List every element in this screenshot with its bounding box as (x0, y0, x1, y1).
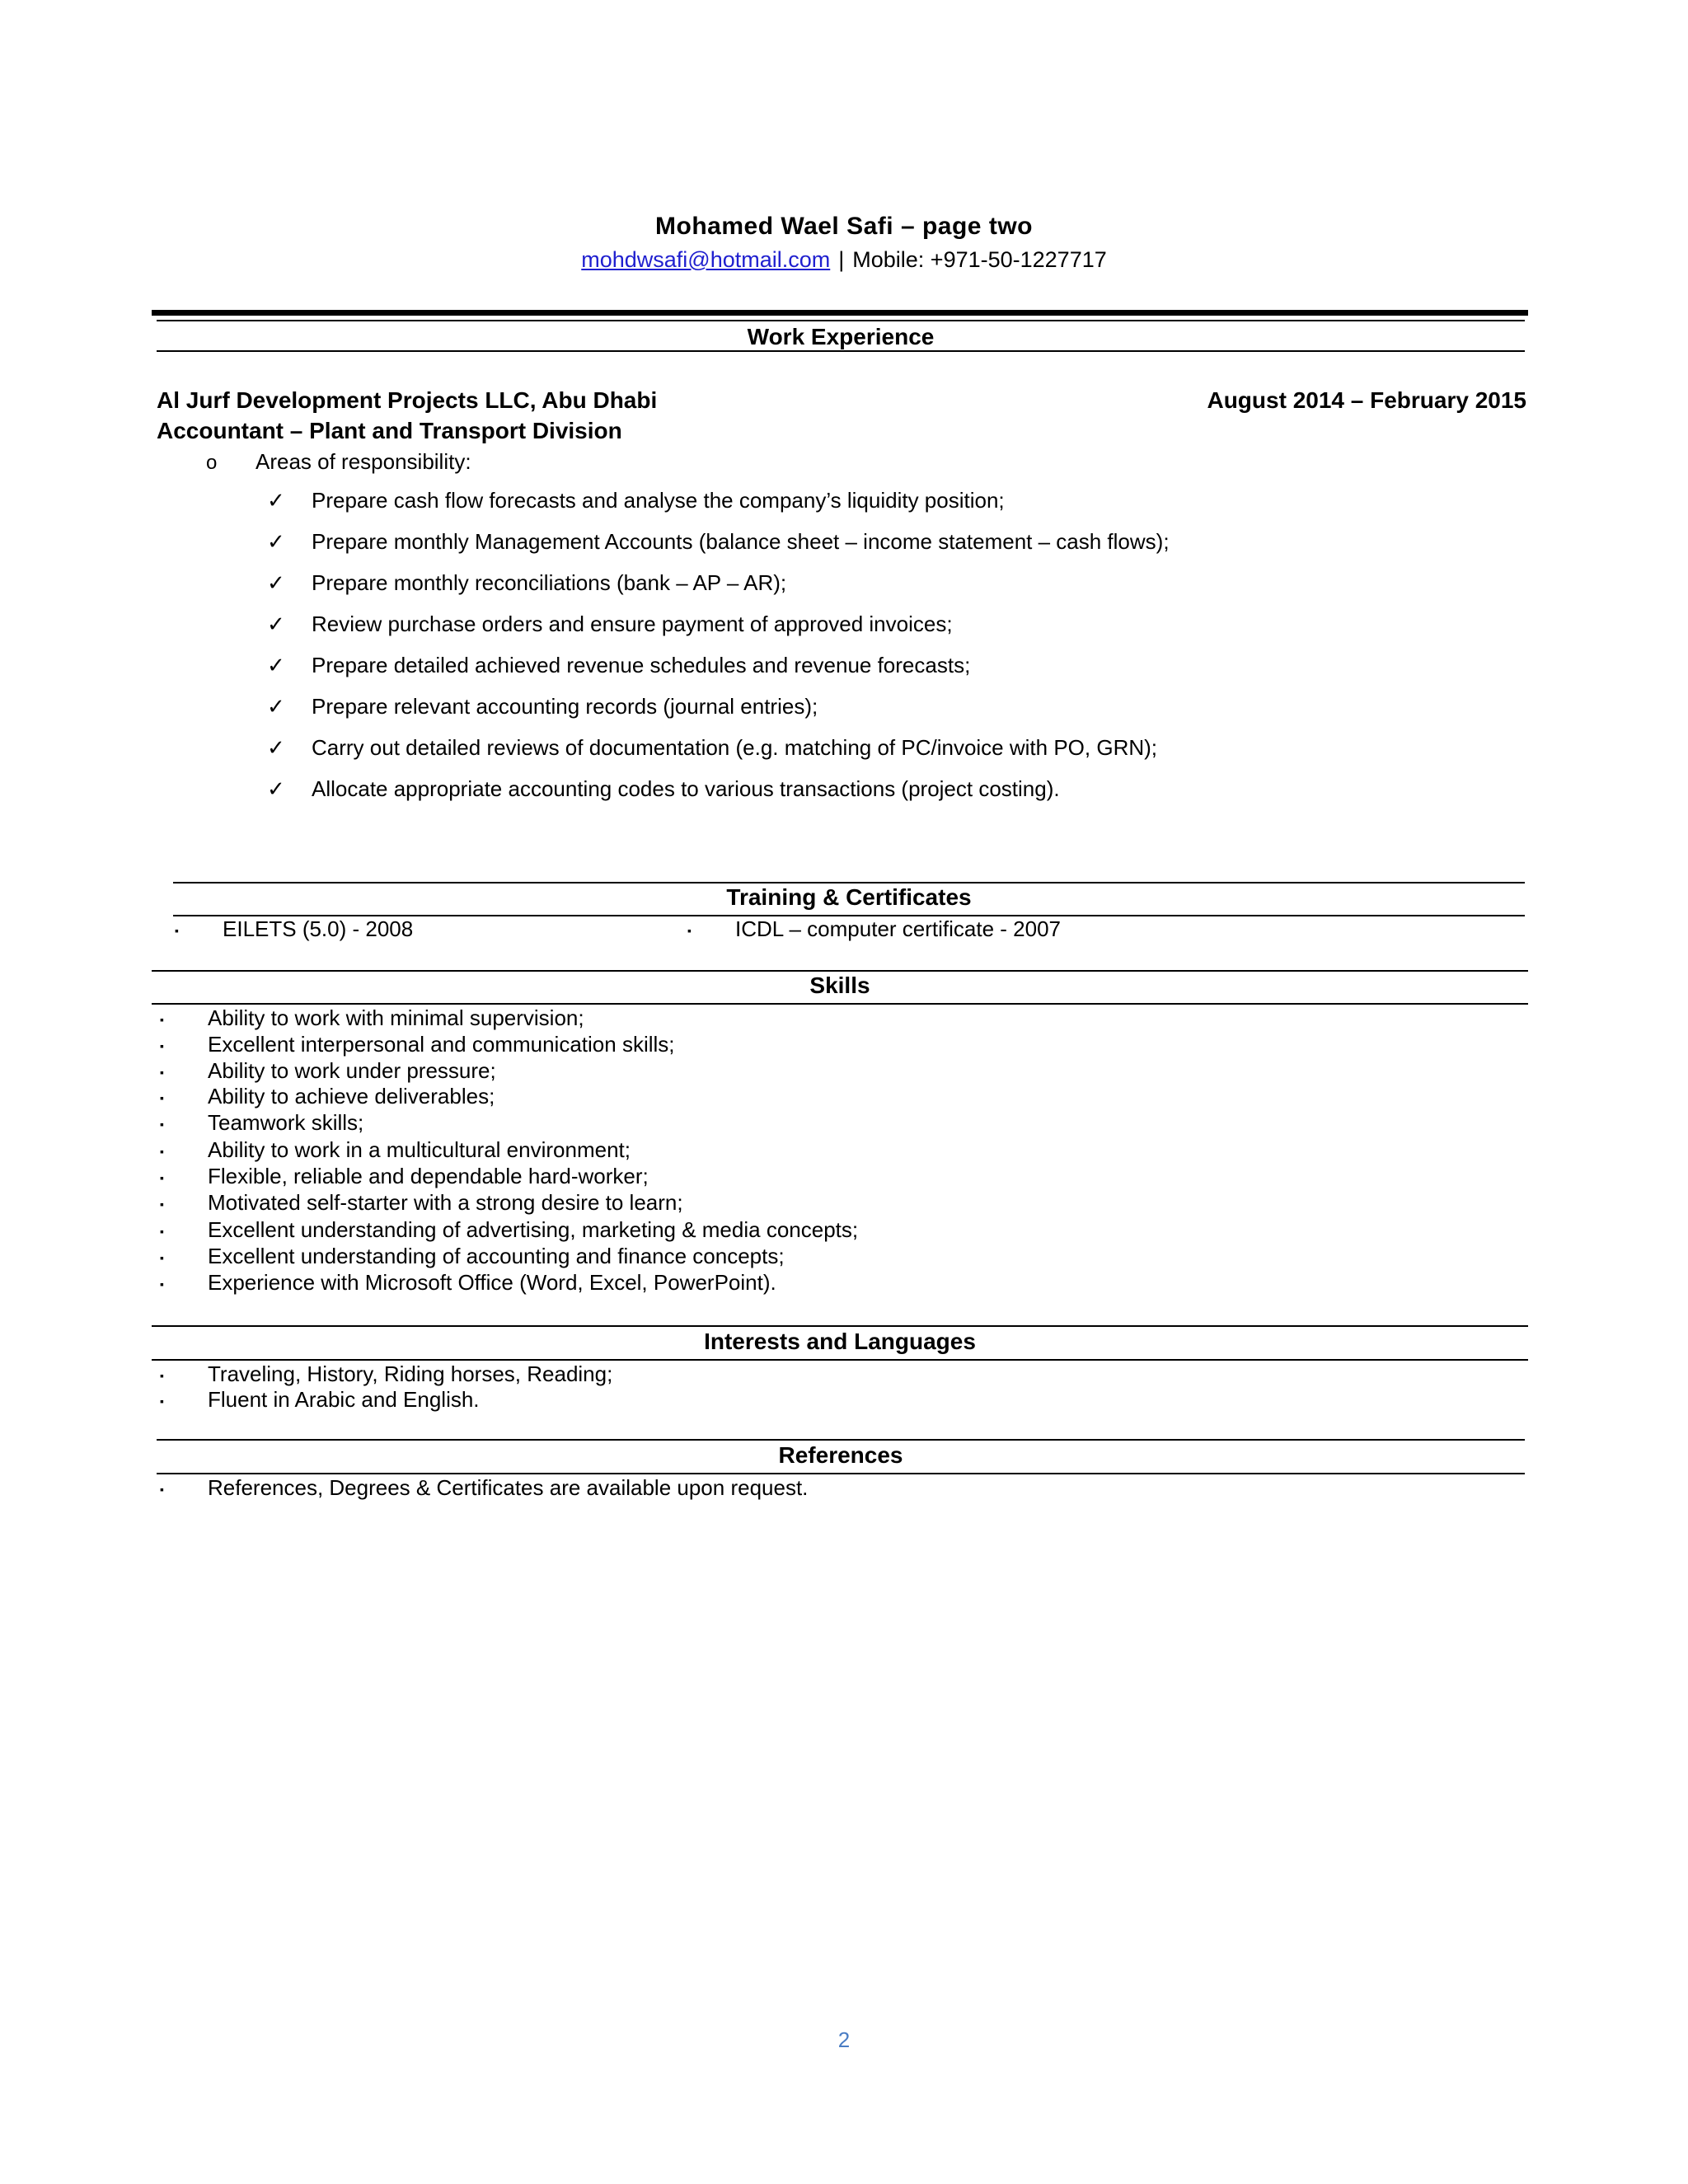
training-item: ▪ EILETS (5.0) - 2008 (175, 916, 414, 941)
bullet-icon: ▪ (160, 1251, 164, 1264)
bullet-icon: ▪ (160, 1483, 164, 1496)
check-icon: ✓ (267, 776, 285, 801)
list-item: ✓ Prepare relevant accounting records (journal entries); (267, 694, 818, 719)
areas-label: Areas of responsibility: (256, 449, 471, 474)
job-dates: August 2014 – February 2015 (1207, 387, 1526, 413)
check-icon: ✓ (267, 735, 285, 760)
contact-separator: | (838, 247, 845, 272)
list-item: ✓ Allocate appropriate accounting codes to various transactions (project costing). (267, 776, 1060, 801)
bullet-icon: ▪ (160, 1118, 164, 1131)
section-rule (157, 1439, 1525, 1441)
bullet-icon: ▪ (160, 1197, 164, 1211)
list-item: ▪ Excellent understanding of advertising, marketing & media concepts; (160, 1217, 859, 1242)
section-rule (152, 1325, 1528, 1327)
list-item: ▪ Ability to work under pressure; (160, 1058, 496, 1083)
section-rule (157, 350, 1525, 352)
check-icon: ✓ (267, 488, 285, 513)
bullet-icon: ▪ (175, 924, 179, 937)
list-item: ▪ Excellent understanding of accounting and finance concepts; (160, 1244, 785, 1268)
list-item: ✓ Prepare detailed achieved revenue schedules and revenue forecasts; (267, 653, 971, 677)
check-icon: ✓ (267, 694, 285, 719)
bullet-icon: ▪ (160, 1066, 164, 1079)
page-number: 2 (837, 2027, 851, 2052)
check-icon: ✓ (267, 570, 285, 595)
thick-rule (152, 310, 1528, 316)
areas-bullet: o (206, 452, 218, 474)
section-rule (173, 882, 1525, 883)
list-item: ▪ Ability to achieve deliverables; (160, 1084, 495, 1108)
bullet-icon: ▪ (160, 1369, 164, 1382)
list-item: ✓ Prepare monthly Management Accounts (balance sheet – income statement – cash flows); (267, 529, 1170, 554)
section-rule (152, 1003, 1528, 1005)
bullet-icon: ▪ (160, 1145, 164, 1158)
section-rule (157, 1473, 1525, 1474)
company-name: Al Jurf Development Projects LLC, Abu Dhabi (157, 387, 658, 413)
list-item: ▪ Ability to work in a multicultural environment; (160, 1137, 631, 1162)
bullet-icon: ▪ (160, 1277, 164, 1291)
bullet-icon: ▪ (687, 924, 692, 937)
list-item: ▪ Teamwork skills; (160, 1110, 364, 1135)
list-item: ✓ Prepare monthly reconciliations (bank – AP – AR); (267, 570, 787, 595)
document-title: Mohamed Wael Safi – page two (655, 213, 1033, 240)
bullet-icon: ▪ (160, 1225, 164, 1238)
list-item: ▪ References, Degrees & Certificates are available upon request. (160, 1475, 809, 1500)
section-heading-interests: Interests and Languages (704, 1329, 976, 1354)
list-item: ▪ Excellent interpersonal and communication skills; (160, 1032, 675, 1057)
check-icon: ✓ (267, 612, 285, 636)
section-heading-references: References (778, 1442, 903, 1468)
bullet-icon: ▪ (160, 1394, 164, 1408)
section-heading-work-experience: Work Experience (747, 324, 935, 349)
contact-line (0, 247, 1688, 273)
list-item: ✓ Prepare cash flow forecasts and analyse the company’s liquidity position; (267, 488, 1005, 513)
list-item: ✓ Review purchase orders and ensure payment of approved invoices; (267, 612, 953, 636)
mobile-number: Mobile: +971-50-1227717 (852, 247, 1107, 272)
section-heading-skills: Skills (809, 972, 870, 998)
check-icon: ✓ (267, 529, 285, 554)
training-item: ▪ ICDL – computer certificate - 2007 (687, 916, 1061, 941)
bullet-icon: ▪ (160, 1013, 164, 1026)
section-heading-training: Training & Certificates (726, 884, 972, 910)
list-item: ✓ Carry out detailed reviews of documentation (e.g. matching of PC/invoice with PO, GRN); (267, 735, 1157, 760)
section-rule (152, 970, 1528, 972)
list-item: ▪ Fluent in Arabic and English. (160, 1387, 480, 1412)
bullet-icon: ▪ (160, 1039, 164, 1052)
list-item: ▪ Ability to work with minimal supervision; (160, 1005, 584, 1030)
thin-rule (157, 320, 1525, 321)
list-item: ▪ Motivated self-starter with a strong desire to learn; (160, 1190, 683, 1215)
check-icon: ✓ (267, 653, 285, 677)
bullet-icon: ▪ (160, 1171, 164, 1184)
list-item: ▪ Experience with Microsoft Office (Word, Excel, PowerPoint). (160, 1270, 776, 1295)
job-position: Accountant – Plant and Transport Division (157, 418, 622, 443)
bullet-icon: ▪ (160, 1091, 164, 1104)
list-item: ▪ Traveling, History, Riding horses, Reading; (160, 1361, 613, 1386)
section-rule (152, 1359, 1528, 1361)
list-item: ▪ Flexible, reliable and dependable hard-worker; (160, 1164, 649, 1188)
email-link[interactable]: mohdwsafi@hotmail.com (581, 247, 831, 272)
